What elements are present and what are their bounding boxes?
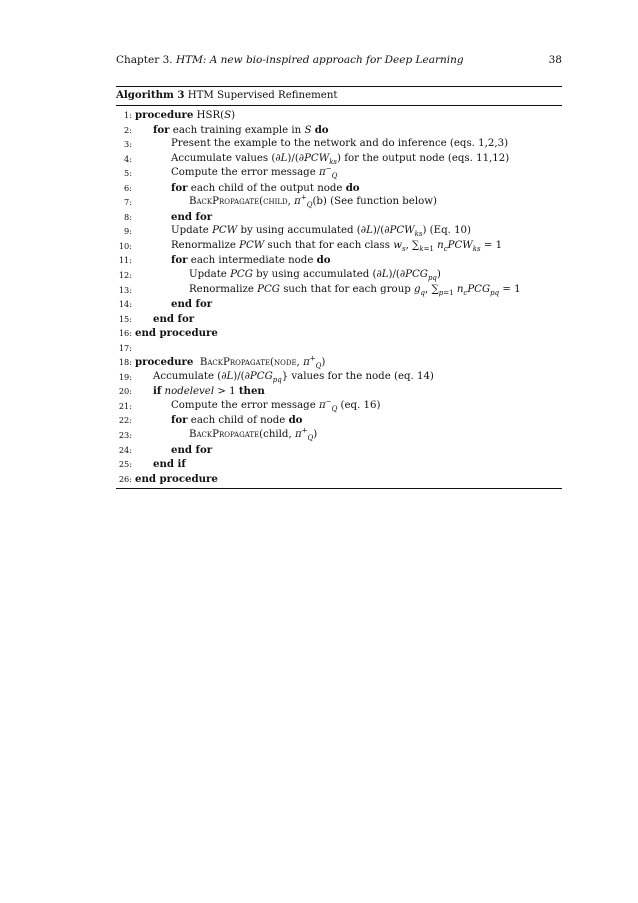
line-code: end procedure [135,472,218,485]
chapter-title [116,54,464,66]
line-code: Update PCG by using accumulated $(\partial L)/(\partial PCG_{pq})$ [189,269,441,283]
algorithm-line [116,312,562,327]
algorithm-line [116,370,562,385]
line-number: 2: [124,124,132,135]
algorithm-bottom-rule [116,488,562,489]
line-number: 5: [124,168,132,179]
line-code: end for [171,443,213,456]
algorithm-line [116,297,562,312]
line-number: 17: [118,342,132,353]
algorithm-line [116,283,562,298]
algorithm-line [116,399,562,414]
line-number: 26: [118,473,132,484]
page-number: 38 [548,54,562,66]
line-code: Renormalize PCG such that for each group $g_q$, $\sum_{p=1}$ $n_cPCG_{pq} = 1$ [189,283,521,297]
line-code: procedure BackPropagate(node, $\pi^+_Q$) [135,354,326,371]
line-number: 10: [118,240,132,251]
algorithm-line [116,384,562,399]
line-number: 12: [118,270,132,281]
line-code: end procedure [135,327,218,340]
line-number: 25: [118,459,132,470]
algorithm-line [116,341,562,356]
algorithm-title: HTM Supervised Refinement [187,90,338,101]
algorithm-line [116,355,562,370]
line-code: end for [171,298,213,311]
line-number: 16: [118,328,132,339]
line-code: Renormalize PCW such that for each class $w_s$, $\sum_{k=1}$ $n_cPCW_{ks} = 1$ [171,239,503,253]
line-number: 22: [118,415,132,426]
line-code: procedure HSR(S) [135,109,236,121]
line-number: 21: [118,400,132,411]
page-header [116,54,562,66]
algorithm-line [116,210,562,225]
line-number: 9: [124,226,132,237]
algorithm-line [116,224,562,239]
algorithm-line [116,457,562,472]
line-code: end for [171,210,213,223]
chapter-prefix: Chapter 3. [116,54,176,66]
algorithm-line [116,443,562,458]
line-number: 24: [118,444,132,455]
algorithm-line [116,413,562,428]
line-number: 23: [118,430,132,441]
algorithm-line [116,472,562,487]
algorithm-line [116,108,562,123]
line-number: 11: [118,255,132,266]
algorithm-line [116,123,562,138]
line-number: 4: [124,153,132,164]
line-code: for each intermediate node do [171,254,331,267]
line-number: 6: [124,182,132,193]
algorithm-label: Algorithm 3 [116,89,185,101]
line-code: BackPropagate(child, $\pi^+_Q(b)$ (See function below) [189,193,437,210]
line-number: 1: [124,110,132,120]
algorithm-line [116,253,562,268]
line-code: Compute the error message $\pi^-_Q$ (eq. 16) [171,397,381,413]
line-code: for each child of node do [171,414,303,427]
line-number: 20: [118,386,132,397]
line-number: 8: [124,211,132,222]
line-code: Update PCW by using accumulated $(\partial L)/(\partial PCW_{ks})$ (Eq. 10) [171,225,472,239]
algorithm-line [116,166,562,181]
algorithm-line [116,239,562,254]
algorithm-line [116,152,562,167]
line-number: 15: [118,313,132,324]
line-code: Compute the error message $\pi^-_Q$ [171,164,338,181]
line-code: for each training example in S do [153,123,329,136]
chapter-title-text: HTM: A new bio-inspired approach for Deep Learning [175,54,464,66]
algorithm-line [116,268,562,283]
algorithm-line [116,428,562,443]
algorithm-line [116,195,562,210]
algorithm-line [116,326,562,341]
line-code: Present the example to the network and do inference (eqs. 1,2,3) [171,138,509,150]
line-number: 13: [118,284,132,295]
line-code: Accumulate values $(\partial L)/(\partial PCW_{ks})$ for the output node (eqs. 11,12) [171,152,510,166]
algorithm-line [116,181,562,196]
line-number: 3: [124,139,132,150]
line-code: BackPropagate(child, $\pi^+_Q$) [189,426,318,443]
line-number: 7: [124,197,132,208]
algorithm-box [116,86,562,489]
line-code: end for [153,312,195,325]
line-number: 18: [118,357,132,368]
line-number: 19: [118,371,132,382]
line-number: 14: [118,299,132,310]
line-code: end if [153,458,186,471]
algorithm-caption [116,87,562,103]
algorithm-line [116,137,562,152]
line-code: if nodelevel > 1 then [153,385,265,398]
line-code: Accumulate $(\partial L)/(\partial PCG_{pq}\}$ values for the node (eq. 14) [153,370,434,384]
line-code: for each child of the output node do [171,181,360,194]
algorithm-lines [116,106,562,486]
